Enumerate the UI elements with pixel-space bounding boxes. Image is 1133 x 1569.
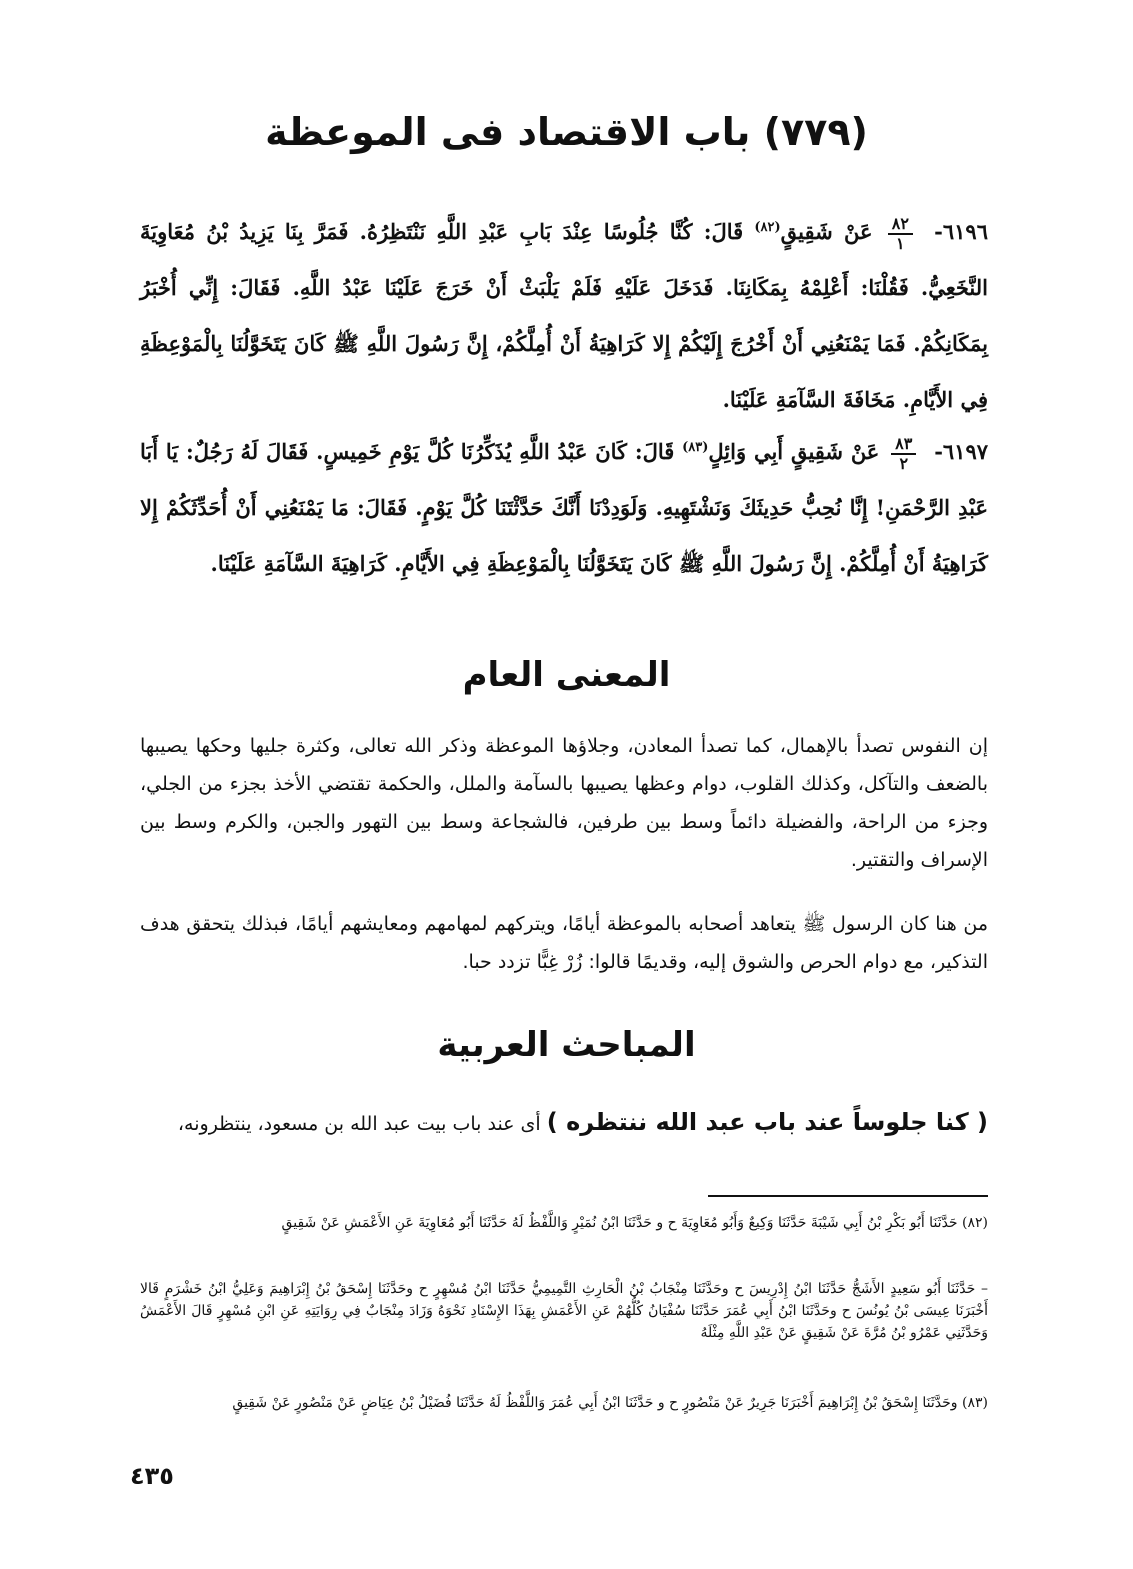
hadith-text: قَالَ: كُنَّا جُلُوسًا عِنْدَ بَابِ عَبْدِ اللَّهِ نَنْتَظِرُهُ. فَمَرَّ بِنَا يَزِيدُ بْنُ مُعَاوِيَةَ النَّخَعِيُّ. فَقُلْنَا: أَعْلِمْهُ بِمَكَانِنَا. فَدَخَلَ عَلَيْهِ فَلَمْ يَلْبَثْ أَنْ خَرَجَ عَلَيْنَا عَبْدُ اللَّهِ. فَقَالَ: إِنِّي أُخْبَرُ بِمَكَانِكُمْ. فَمَا يَمْنَعُنِي أَنْ أَخْرُجَ إِلَيْكُمْ إِلا كَرَاهِيَةُ أَنْ أُمِلَّكُمْ، إِنَّ رَسُولَ اللَّهِ ﷺ كَانَ يَتَخَوَّلُنَا بِالْمَوْعِظَةِ فِي الأَيَّامِ. مَخَافَةَ السَّآمَةِ عَلَيْنَا. xyxy=(140,219,988,412)
footnote-82: (٨٢) حَدَّثَنَا أَبُو بَكْرِ بْنُ أَبِي شَيْبَةَ حَدَّثَنَا وَكِيعٌ وَأَبُو مُعَاوِيَةَ ح و حَدَّثَنَا ابْنُ نُمَيْرٍ وَاللَّفْظُ لَهُ حَدَّثَنَا أَبُو مُعَاوِيَةَ عَنِ الأَعْمَشِ عَنْ شَقِيقٍ xyxy=(281,1215,988,1231)
section-heading-general-meaning: المعنى العام xyxy=(462,655,671,695)
footnote-ref: (٨٢) xyxy=(754,220,781,235)
fraction-top: ٨٢ xyxy=(888,215,913,235)
chapter-title: (٧٧٩) باب الاقتصاد فى الموعظة xyxy=(265,110,868,154)
hadith-text: قَالَ: كَانَ عَبْدُ اللَّهِ يُذَكِّرُنَا كُلَّ يَوْمِ خَمِيسٍ. فَقَالَ لَهُ رَجُلٌ: يَا أَبَا عَبْدِ الرَّحْمَنِ! إِنَّا نُحِبُّ حَدِيثَكَ وَنَشْتَهِيهِ. وَلَوَدِدْنَا أَنَّكَ حَدَّثْتَنَا كُلَّ يَوْمٍ. فَقَالَ: مَا يَمْنَعُنِي أَنْ أُحَدِّثَكُمْ إِلا كَرَاهِيَةُ أَنْ أُمِلَّكُمْ. إِنَّ رَسُولَ اللَّهِ ﷺ كَانَ يَتَخَوَّلُنَا بِالْمَوْعِظَةِ فِي الأَيَّامِ. كَرَاهِيَةَ السَّآمَةِ عَلَيْنَا. xyxy=(140,439,988,576)
arabic-studies-lead xyxy=(140,1108,988,1136)
hadith-6196 xyxy=(140,200,988,428)
hadith-narrator: عَنْ شَقِيقٍ أَبِي وَائِلٍ xyxy=(708,439,880,464)
hadith-fraction xyxy=(888,215,913,253)
fraction-bottom: ٢ xyxy=(899,453,909,473)
section-heading-arabic-studies: المباحث العربية xyxy=(437,1025,696,1065)
fraction-top: ٨٣ xyxy=(891,435,916,455)
footnote-ref: (٨٣) xyxy=(682,440,709,455)
footnote-divider xyxy=(708,1195,988,1197)
hadith-number: ٦١٩٦- xyxy=(934,219,988,244)
hadith-narrator: عَنْ شَقِيقٍ xyxy=(780,219,873,244)
footnote-83: (٨٣) وحَدَّثَنَا إِسْحَقُ بْنُ إِبْرَاهِيمَ أَخْبَرَنَا جَرِيرٌ عَنْ مَنْصُورٍ ح و حَدَّثَنَا ابْنُ أَبِي عُمَرَ وَاللَّفْظُ لَهُ حَدَّثَنَا فُضَيْلُ بْنُ عِيَاضٍ عَنْ مَنْصُورٍ عَنْ شَقِيقٍ xyxy=(232,1395,988,1411)
quoted-phrase: ( كنا جلوساً عند باب عبد الله ننتظره ) xyxy=(546,1108,988,1136)
hadith-fraction xyxy=(891,435,916,473)
footnote-82-continued: – حَدَّثَنَا أَبُو سَعِيدٍ الأَشَجُّ حَدَّثَنَا ابْنُ إِدْرِيسَ ح وحَدَّثَنَا مِنْجَابُ بْنُ الْحَارِثِ التَّمِيمِيُّ حَدَّثَنَا ابْنُ مُسْهِرٍ ح وحَدَّثَنَا إِسْحَقُ بْنُ إِبْرَاهِيمَ وَعَلِيُّ ابْنُ خَشْرَمٍ قَالا أَخْبَرَنَا عِيسَى بْنُ يُونُسَ ح وحَدَّثَنَا ابْنُ أَبِي عُمَرَ حَدَّثَنَا سُفْيَانُ كُلُّهُمْ عَنِ الأَعْمَشِ بِهَذَا الإِسْنَادِ نَحْوَهُ وَزَادَ مِنْجَابٌ فِي رِوَايَتِهِ عَنِ ابْنِ مُسْهِرٍ قَالَ الأَعْمَشُ وَحَدَّثَنِي عَمْرُو بْنُ مُرَّةَ عَنْ شَقِيقٍ عَنْ عَبْدِ اللَّهِ مِثْلَهُ xyxy=(140,1281,988,1341)
fraction-bottom: ١ xyxy=(896,233,905,253)
hadith-6197 xyxy=(140,420,988,592)
page-number: ٤٣٥ xyxy=(130,1462,174,1490)
general-meaning-paragraph-1: إن النفوس تصدأ بالإهمال، كما تصدأ المعادن، وجلاؤها الموعظة وذكر الله تعالى، وكثرة جليها وحكها يصيبها بالضعف والتآكل، وكذلك القلوب، دوام وعظها يصيبها بالسآمة والملل، والحكمة تقتضي الأخذ بجزء من الجلي، وجزء من الراحة، والفضيلة دائماً وسط بين طرفين، فالشجاعة وسط بين التهور والجبن، والكرم وسط بين الإسراف والتقتير. xyxy=(140,735,988,871)
general-meaning-paragraph-2: من هنا كان الرسول ﷺ يتعاهد أصحابه بالموعظة أيامًا، ويتركهم لمهامهم ومعايشهم أيامًا، فبذلك يتحقق هدف التذكير، مع دوام الحرص والشوق إليه، وقديمًا قالوا: زُرْ غِبًّا تزدد حبا. xyxy=(140,913,988,973)
hadith-number: ٦١٩٧- xyxy=(934,439,989,464)
quoted-phrase-gloss: أى عند باب بيت عبد الله بن مسعود، ينتظرونه، xyxy=(177,1113,541,1135)
